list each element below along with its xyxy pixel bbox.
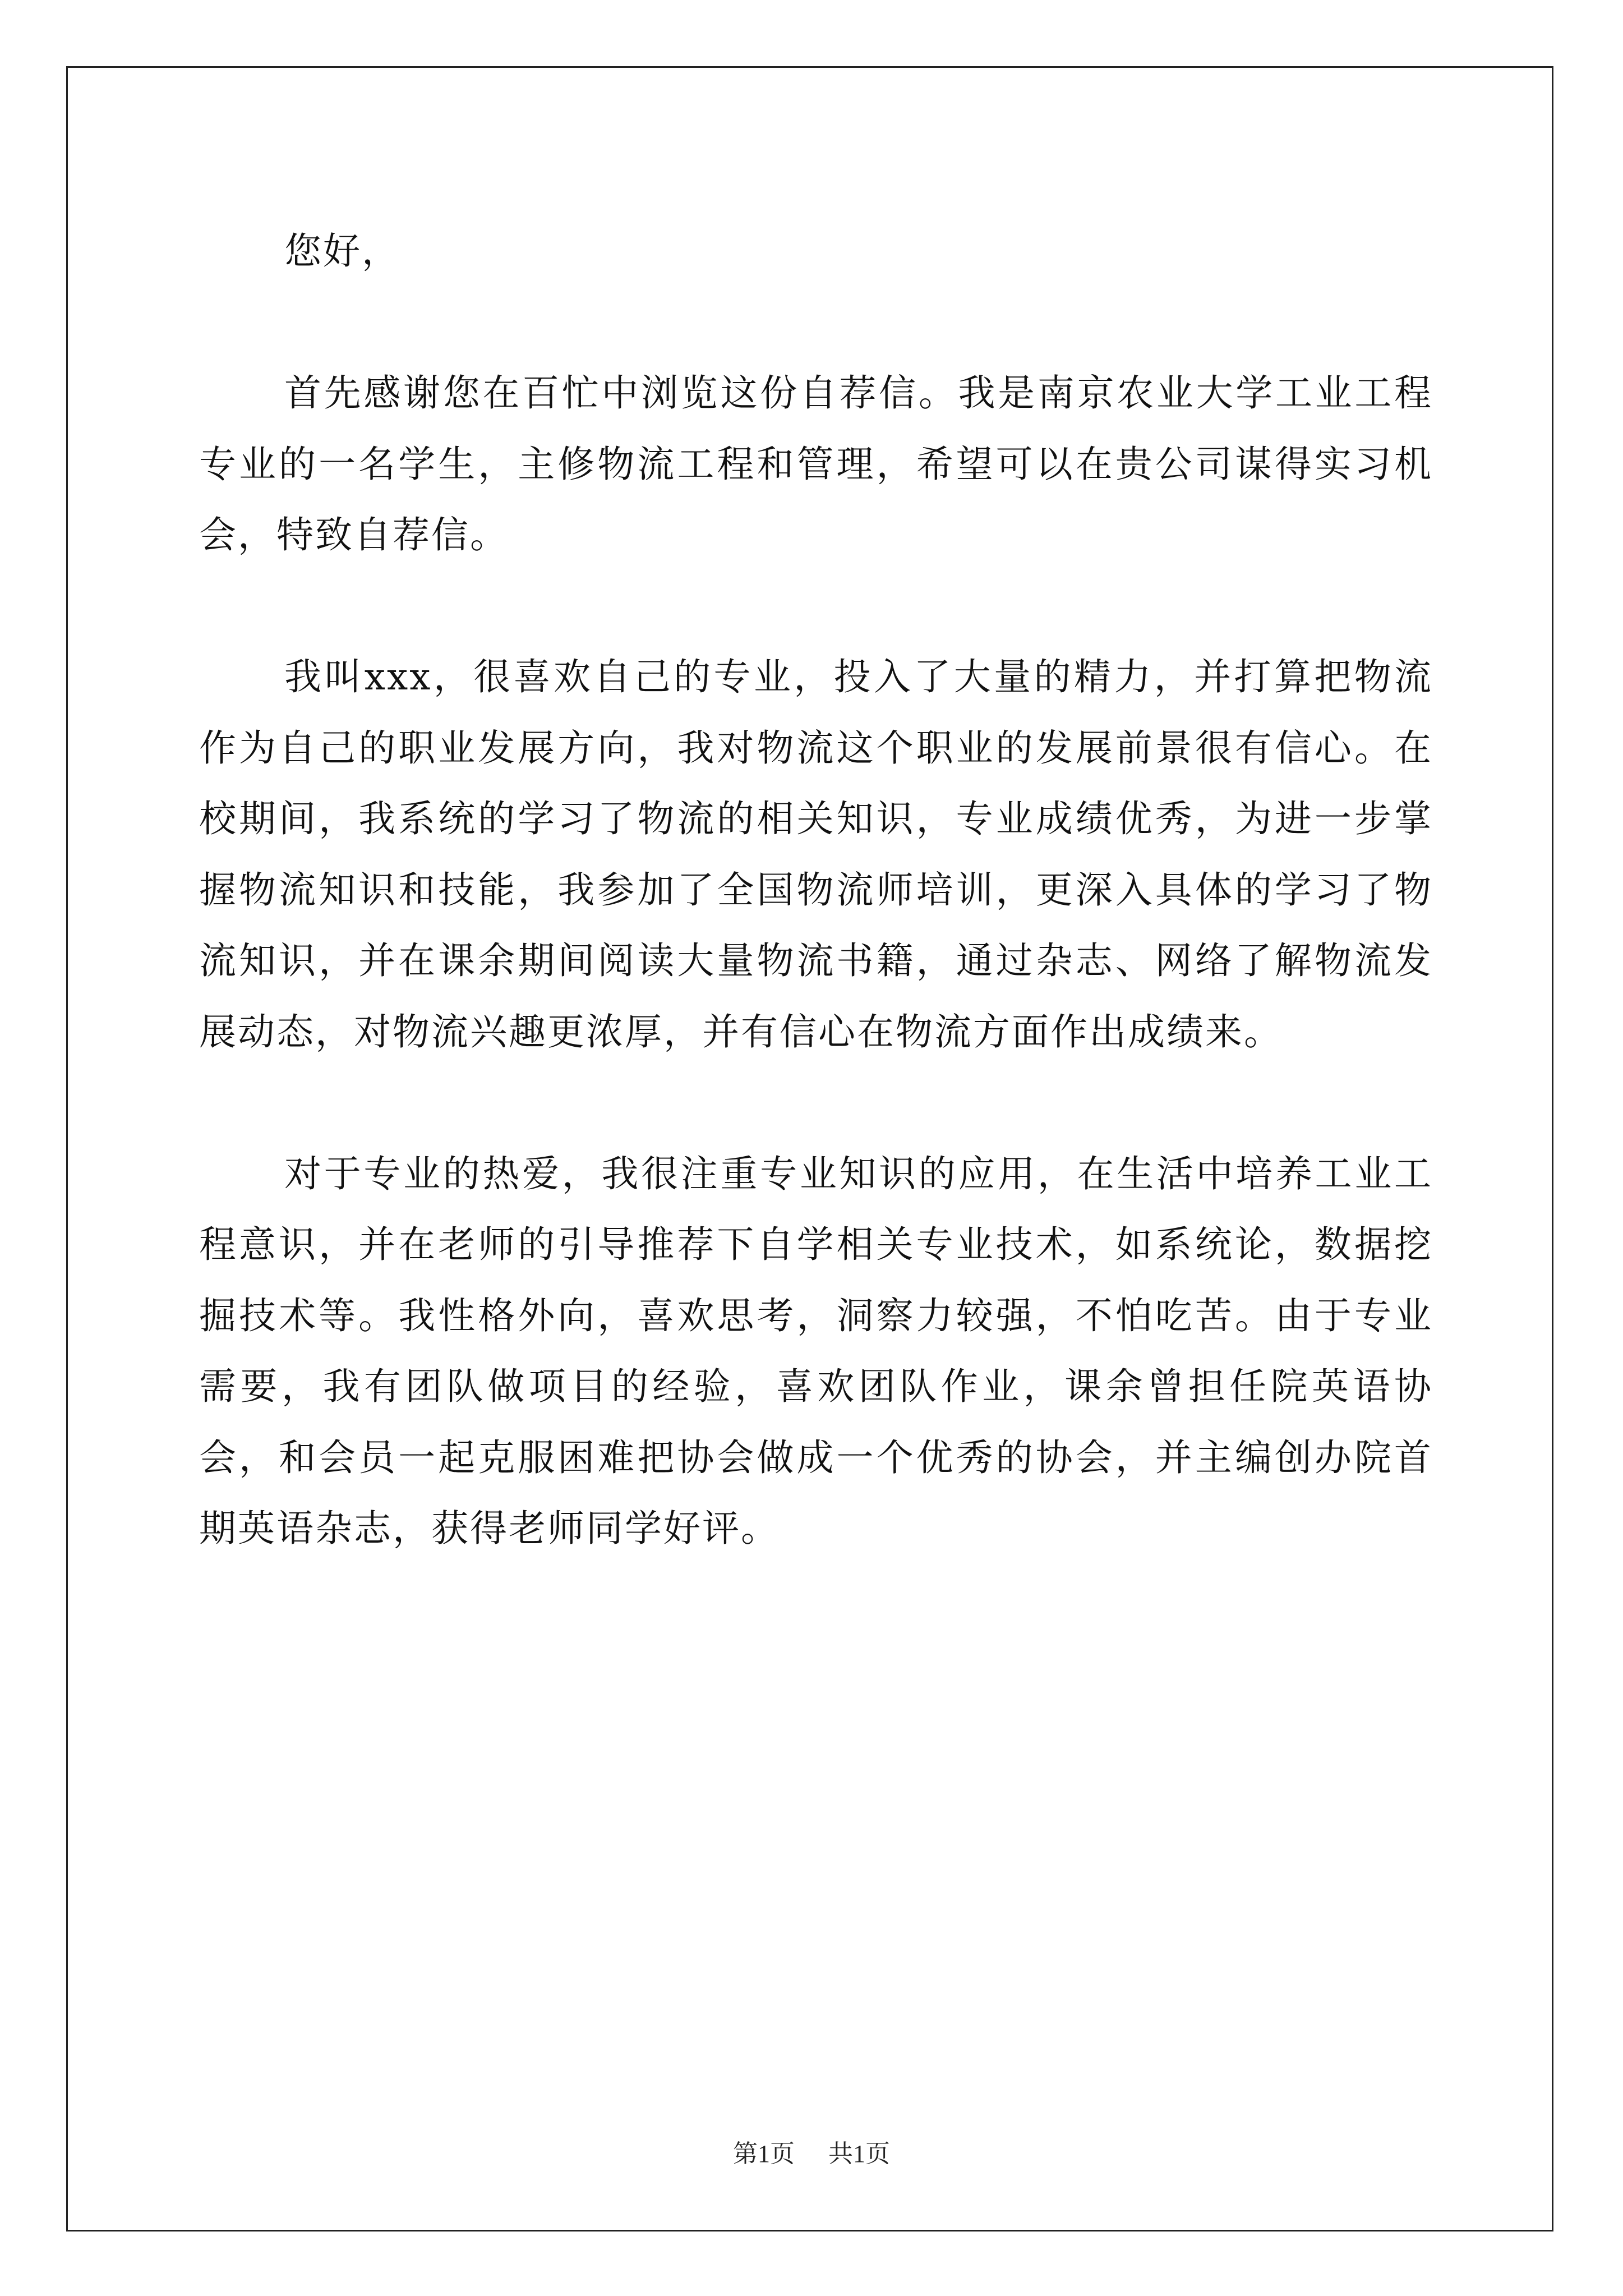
page-count: 共1页 xyxy=(828,2140,890,2168)
page-number: 第1页 xyxy=(733,2140,795,2168)
greeting: 您好， xyxy=(284,229,400,273)
page-footer xyxy=(0,2137,1623,2171)
paragraph-skills: 对于专业的热爱，我很注重专业知识的应用，在生活中培养工业工程意识，并在老师的引导推荐下自学相关专业技术，如系统论，数据挖掘技术等。我性格外向，喜欢思考，洞察力较强，不怕吃苦。由于专业需要，我有团队做项目的经验，喜欢团队作业，课余曾担任院英语协会，和会员一起克服困难把协会做成一个优秀的协会，并主编创办院首期英语杂志，获得老师同学好评。 xyxy=(199,1152,1433,1550)
paragraph-intro: 首先感谢您在百忙中浏览这份自荐信。我是南京农业大学工业工程专业的一名学生，主修物流工程和管理，希望可以在贵公司谋得实习机会，特致自荐信。 xyxy=(199,371,1433,556)
letter-body xyxy=(199,216,1433,1565)
paragraph-background: 我叫xxx，很喜欢自己的专业，投入了大量的精力，并打算把物流作为自己的职业发展方向，我对物流这个职业的发展前景很有信心。在校期间，我系统的学习了物流的相关知识，专业成绩优秀，为进一步掌握物流知识和技能，我参加了全国物流师培训，更深入具体的学习了物流知识，并在课余期间阅读大量物流书籍，通过杂志、网络了解物流发展动态，对物流兴趣更浓厚，并有信心在物流方面作出成绩来。 xyxy=(199,655,1433,1053)
